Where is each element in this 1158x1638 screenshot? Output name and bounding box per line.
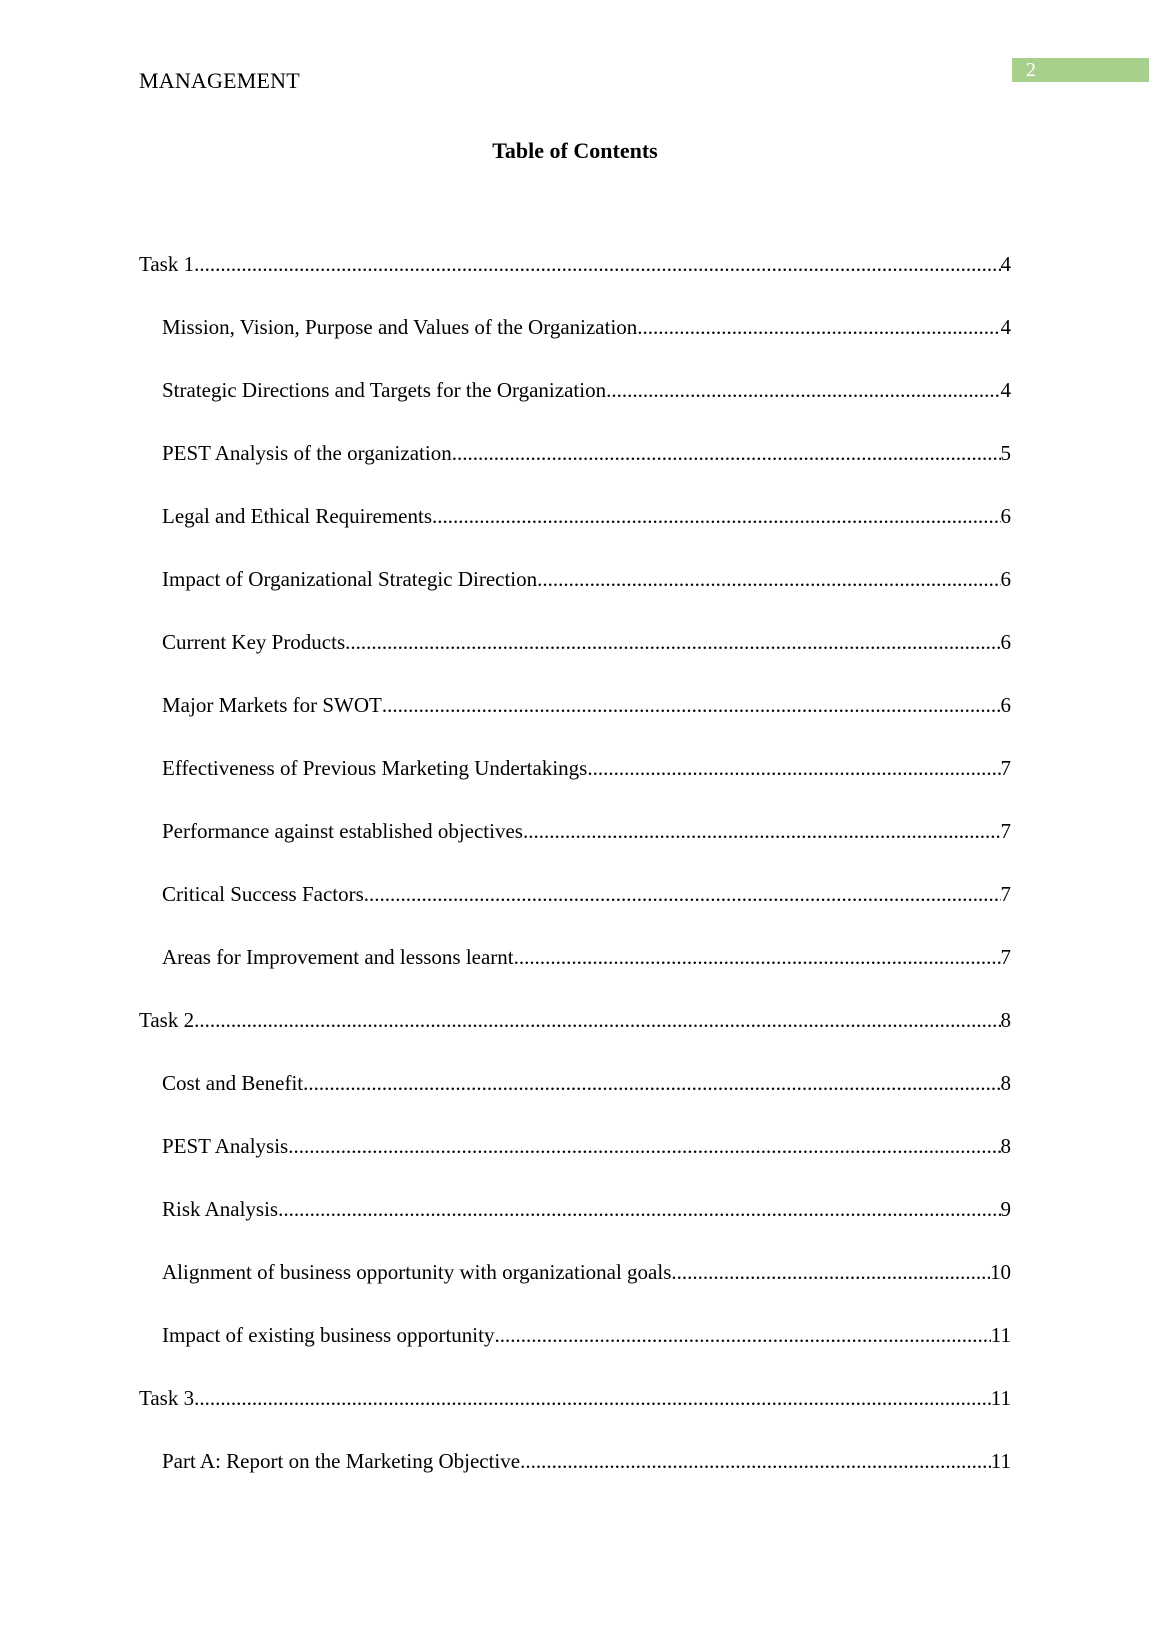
toc-entry-label: Performance against established objectives: [162, 819, 523, 843]
toc-entry-page: 8: [1000, 1008, 1011, 1032]
toc-dot-leader: [587, 756, 1000, 781]
toc-entry-label: PEST Analysis: [162, 1134, 289, 1158]
toc-entry-page: 7: [1000, 819, 1011, 843]
toc-dot-leader: [671, 1260, 990, 1285]
toc-entry-label: Critical Success Factors: [162, 882, 364, 906]
toc-entry-label: Legal and Ethical Requirements: [162, 504, 432, 528]
toc-entry-page: 11: [990, 1386, 1011, 1410]
toc-entry-current-key-products[interactable]: [139, 630, 1011, 693]
toc-entry-label: Current Key Products: [162, 630, 346, 654]
toc-entry-label: Risk Analysis: [162, 1197, 279, 1221]
toc-entry-page: 7: [1000, 945, 1011, 969]
toc-entry-label: Part A: Report on the Marketing Objective: [162, 1449, 521, 1473]
running-head: MANAGEMENT: [139, 68, 300, 93]
toc-entry-page: 6: [1000, 630, 1011, 654]
toc-dot-leader: [523, 819, 1001, 844]
toc-entry-critical-success-factors[interactable]: [139, 882, 1011, 945]
toc-dot-leader: [606, 378, 1000, 403]
toc-entry-page: 6: [1000, 693, 1011, 717]
toc-entry-risk-analysis[interactable]: [139, 1197, 1011, 1260]
toc-entry-legal-ethical[interactable]: [139, 504, 1011, 567]
toc-entry-task-1[interactable]: [139, 252, 1011, 315]
toc-entry-mission-vision[interactable]: [139, 315, 1011, 378]
page-number: 2: [1012, 58, 1149, 82]
toc-entry-pest-analysis[interactable]: [139, 1134, 1011, 1197]
toc-dot-leader: [345, 630, 1000, 655]
toc-entry-page: 11: [990, 1449, 1011, 1473]
toc-entry-task-2[interactable]: [139, 1008, 1011, 1071]
toc-entry-label: Mission, Vision, Purpose and Values of the Organization: [162, 315, 638, 339]
toc-entry-label: Task 2: [139, 1008, 195, 1032]
toc-entry-strategic-directions[interactable]: [139, 378, 1011, 441]
toc-entry-impact-strategic-direction[interactable]: [139, 567, 1011, 630]
toc-entry-page: 7: [1000, 756, 1011, 780]
toc-entry-label: Effectiveness of Previous Marketing Undertakings: [162, 756, 588, 780]
toc-entry-performance-objectives[interactable]: [139, 819, 1011, 882]
toc-dot-leader: [494, 1323, 990, 1348]
toc-entry-label: Task 1: [139, 252, 195, 276]
toc-entry-page: 4: [1000, 252, 1011, 276]
toc-entry-page: 9: [1000, 1197, 1011, 1221]
toc-entry-label: Impact of existing business opportunity: [162, 1323, 495, 1347]
toc-dot-leader: [520, 1449, 991, 1474]
toc-entry-label: Strategic Directions and Targets for the Organization: [162, 378, 607, 402]
toc-entry-page: 10: [990, 1260, 1011, 1284]
toc-entry-page: 4: [1000, 378, 1011, 402]
toc-dot-leader: [364, 882, 1001, 907]
toc-dot-leader: [278, 1197, 1000, 1222]
toc-entry-page: 6: [1000, 504, 1011, 528]
toc-dot-leader: [432, 504, 1001, 529]
toc-dot-leader: [537, 567, 1000, 592]
toc-dot-leader: [514, 945, 1001, 970]
toc-entry-label: Areas for Improvement and lessons learnt: [162, 945, 514, 969]
toc-entry-page: 4: [1000, 315, 1011, 339]
toc-dot-leader: [452, 441, 1001, 466]
toc-dot-leader: [194, 1386, 991, 1411]
toc-dot-leader: [637, 315, 1000, 340]
toc-entry-label: Major Markets for SWOT: [162, 693, 382, 717]
toc-dot-leader: [288, 1134, 1000, 1159]
toc-entry-major-markets-swot[interactable]: [139, 693, 1011, 756]
toc-entry-label: Impact of Organizational Strategic Direction: [162, 567, 538, 591]
toc-entry-label: Task 3: [139, 1386, 195, 1410]
toc-dot-leader: [382, 693, 1001, 718]
toc-dot-leader: [194, 1008, 1000, 1033]
toc-entry-page: 7: [1000, 882, 1011, 906]
toc-entry-page: 6: [1000, 567, 1011, 591]
toc-entry-page: 8: [1000, 1134, 1011, 1158]
table-of-contents: [139, 252, 1011, 1512]
toc-entry-page: 5: [1000, 441, 1011, 465]
toc-entry-label: Alignment of business opportunity with organizational goals: [162, 1260, 672, 1284]
toc-entry-cost-benefit[interactable]: [139, 1071, 1011, 1134]
toc-dot-leader: [303, 1071, 1000, 1096]
toc-title: Table of Contents: [492, 138, 658, 163]
toc-entry-part-a-report[interactable]: [139, 1449, 1011, 1512]
toc-entry-page: 11: [990, 1323, 1011, 1347]
toc-entry-effectiveness-marketing[interactable]: [139, 756, 1011, 819]
toc-entry-impact-business-opportunity[interactable]: [139, 1323, 1011, 1386]
toc-entry-task-3[interactable]: [139, 1386, 1011, 1449]
toc-entry-areas-improvement[interactable]: [139, 945, 1011, 1008]
toc-entry-alignment-business-opportunity[interactable]: [139, 1260, 1011, 1323]
toc-dot-leader: [194, 252, 1000, 277]
toc-entry-pest-analysis-organization[interactable]: [139, 441, 1011, 504]
toc-entry-label: PEST Analysis of the organization: [162, 441, 452, 465]
toc-entry-page: 8: [1000, 1071, 1011, 1095]
toc-entry-label: Cost and Benefit: [162, 1071, 304, 1095]
